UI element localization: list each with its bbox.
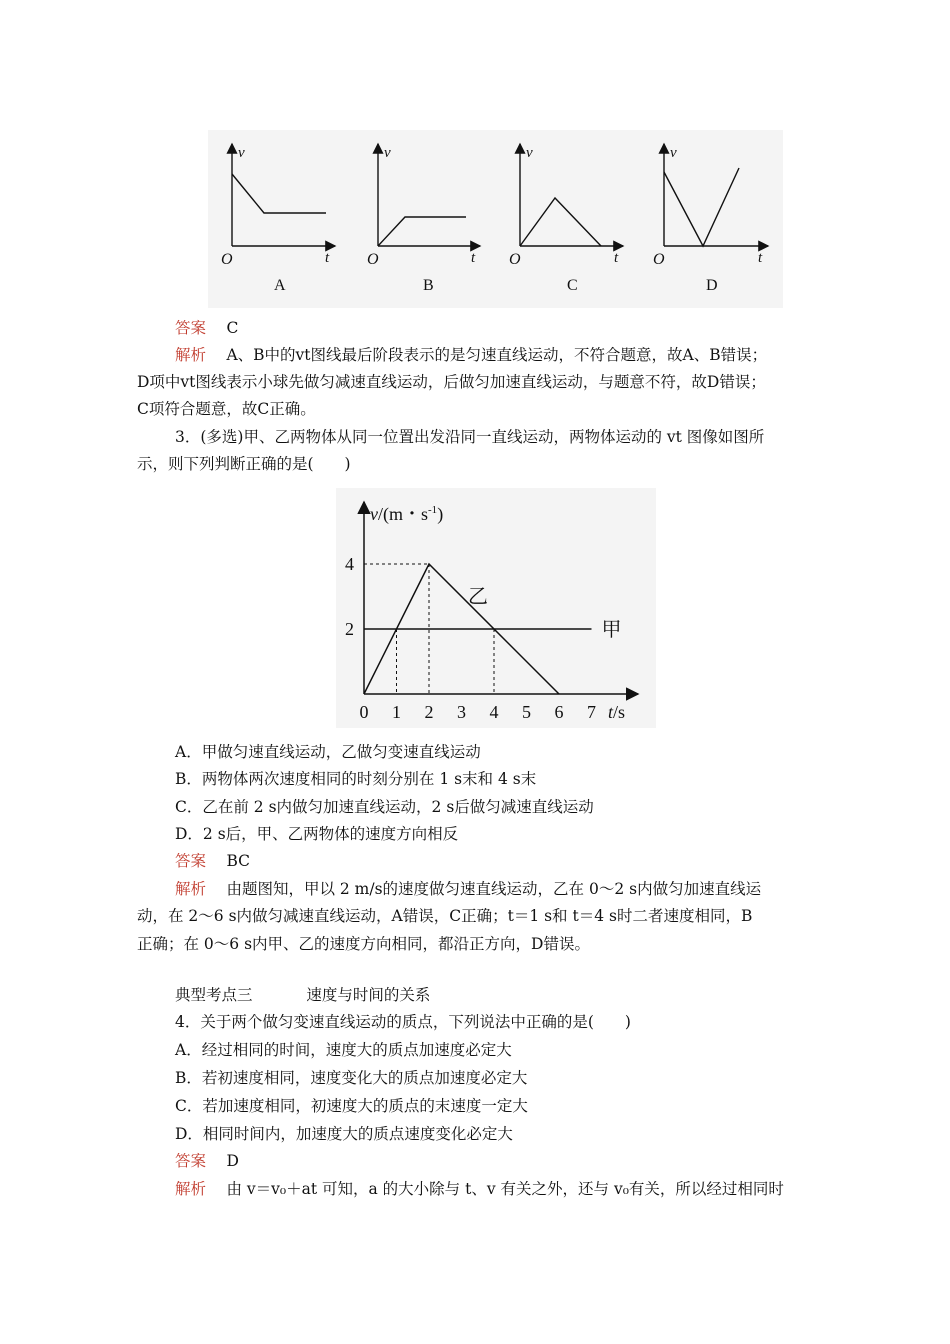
section-title: 典型考点三: [175, 986, 253, 1004]
x-tick-label-3: 3: [457, 702, 466, 722]
graph-b-origin: O: [367, 251, 379, 268]
graph-c-t-label: t: [614, 250, 619, 266]
q3-option-c: C．乙在前 2 s内做匀加速直线运动，2 s后做匀减速直线运动: [175, 798, 594, 816]
q4-option-b: B．若初速度相同，速度变化大的质点加速度必定大: [175, 1069, 528, 1087]
graph-d-t-label: t: [758, 250, 763, 266]
q3-analysis-line-2: 动，在 2～6 s内做匀减速直线运动，A错误，C正确；t＝1 s和 t＝4 s时二者速度相同，B: [137, 907, 753, 925]
x-tick-label-1: 1: [392, 702, 401, 722]
q2-analysis-text-1: A、B中的vt图线最后阶段表示的是匀速直线运动，不符合题意，故A、B错误；: [226, 346, 768, 364]
q3-option-a: A．甲做匀速直线运动，乙做匀变速直线运动: [175, 743, 481, 761]
graph-c-caption: C: [567, 277, 578, 294]
q4-option-a: A．经过相同的时间，速度大的质点加速度必定大: [175, 1041, 512, 1059]
q3-stem-line-1: 3．(多选)甲、乙两物体从同一位置出发沿同一直线运动，两物体运动的 vt 图像如图所: [175, 428, 765, 446]
q2-analysis-label: 解析: [175, 346, 207, 364]
series-jia-label: 甲: [601, 619, 622, 641]
q3-answer-label: 答案: [175, 852, 207, 870]
q3-stem-line-2: 示，则下列判断正确的是( ): [137, 455, 351, 473]
q4-answer-label: 答案: [175, 1152, 207, 1170]
graph-c-origin: O: [509, 251, 521, 268]
x-tick-label-5: 5: [522, 702, 531, 722]
q3-answer: BC: [226, 852, 250, 870]
y-tick-label-2: 2: [345, 619, 354, 639]
graph-d-origin: O: [653, 251, 665, 268]
q2-analysis-line-3: C项符合题意，故C正确。: [137, 400, 316, 418]
q4-stem: 4．关于两个做匀变速直线运动的质点，下列说法中正确的是( ): [175, 1013, 631, 1031]
q3-analysis-label: 解析: [175, 880, 207, 898]
q4-analysis-text-1: 由 v＝v₀＋at 可知，a 的大小除与 t、v 有关之外，还与 v₀有关，所以经过相同时: [226, 1180, 784, 1198]
graph-a-v-label: v: [238, 145, 245, 161]
graph-c-v-label: v: [526, 145, 533, 161]
x-tick-label-6: 6: [554, 702, 564, 722]
series-yi-label: 乙: [468, 586, 488, 608]
q3-option-d: D．2 s后，甲、乙两物体的速度方向相反: [175, 825, 459, 843]
section-subtitle: 速度与时间的关系: [306, 986, 431, 1004]
q4-option-c: C．若加速度相同，初速度大的质点的末速度一定大: [175, 1097, 528, 1115]
q2-analysis-line-2: D项中vt图线表示小球先做匀减速直线运动，后做匀加速直线运动，与题意不符，故D错误；: [137, 373, 766, 391]
q2-answer: C: [226, 319, 239, 337]
graph-b-v-label: v: [384, 145, 391, 161]
q3-analysis-text-1: 由题图知，甲以 2 m/s的速度做匀速直线运动，乙在 0～2 s内做匀加速直线运: [226, 880, 762, 898]
graph-d-v-label: v: [670, 145, 677, 161]
q4-analysis-line-1: [175, 1179, 784, 1199]
q4-analysis-label: 解析: [175, 1180, 207, 1198]
graph-b-caption: B: [423, 277, 434, 294]
q3-analysis-line-1: [175, 879, 761, 899]
q4-option-d: D．相同时间内，加速度大的质点速度变化必定大: [175, 1125, 513, 1143]
chart-ylabel: v/(m・$s^{-1}$): [370, 504, 444, 524]
section-heading: [175, 985, 430, 1005]
x-tick-label-2: 2: [424, 702, 434, 722]
top-figure-panel: [208, 130, 783, 308]
graph-b-t-label: t: [471, 250, 476, 266]
q2-answer-line: [175, 318, 238, 338]
x-tick-label-0: 0: [359, 702, 369, 722]
graph-a-caption: A: [274, 277, 286, 294]
q3-option-b: B．两物体两次速度相同的时刻分别在 1 s末和 4 s末: [175, 770, 537, 788]
q3-answer-line: [175, 851, 250, 871]
q4-answer: D: [226, 1152, 239, 1170]
graph-d-caption: D: [706, 277, 718, 294]
q2-answer-label: 答案: [175, 319, 207, 337]
x-tick-label-7: 7: [587, 702, 596, 722]
q2-analysis-line-1: [175, 345, 767, 365]
chart-xlabel: t/s: [608, 702, 626, 722]
q4-answer-line: [175, 1151, 239, 1171]
y-tick-label-4: 4: [345, 554, 354, 574]
graph-a-origin: O: [221, 251, 233, 268]
q3-vt-chart: [336, 488, 656, 728]
x-tick-label-4: 4: [489, 702, 499, 722]
graph-a-t-label: t: [325, 250, 330, 266]
q3-analysis-line-3: 正确；在 0～6 s内甲、乙的速度方向相同，都沿正方向，D错误。: [137, 935, 590, 953]
